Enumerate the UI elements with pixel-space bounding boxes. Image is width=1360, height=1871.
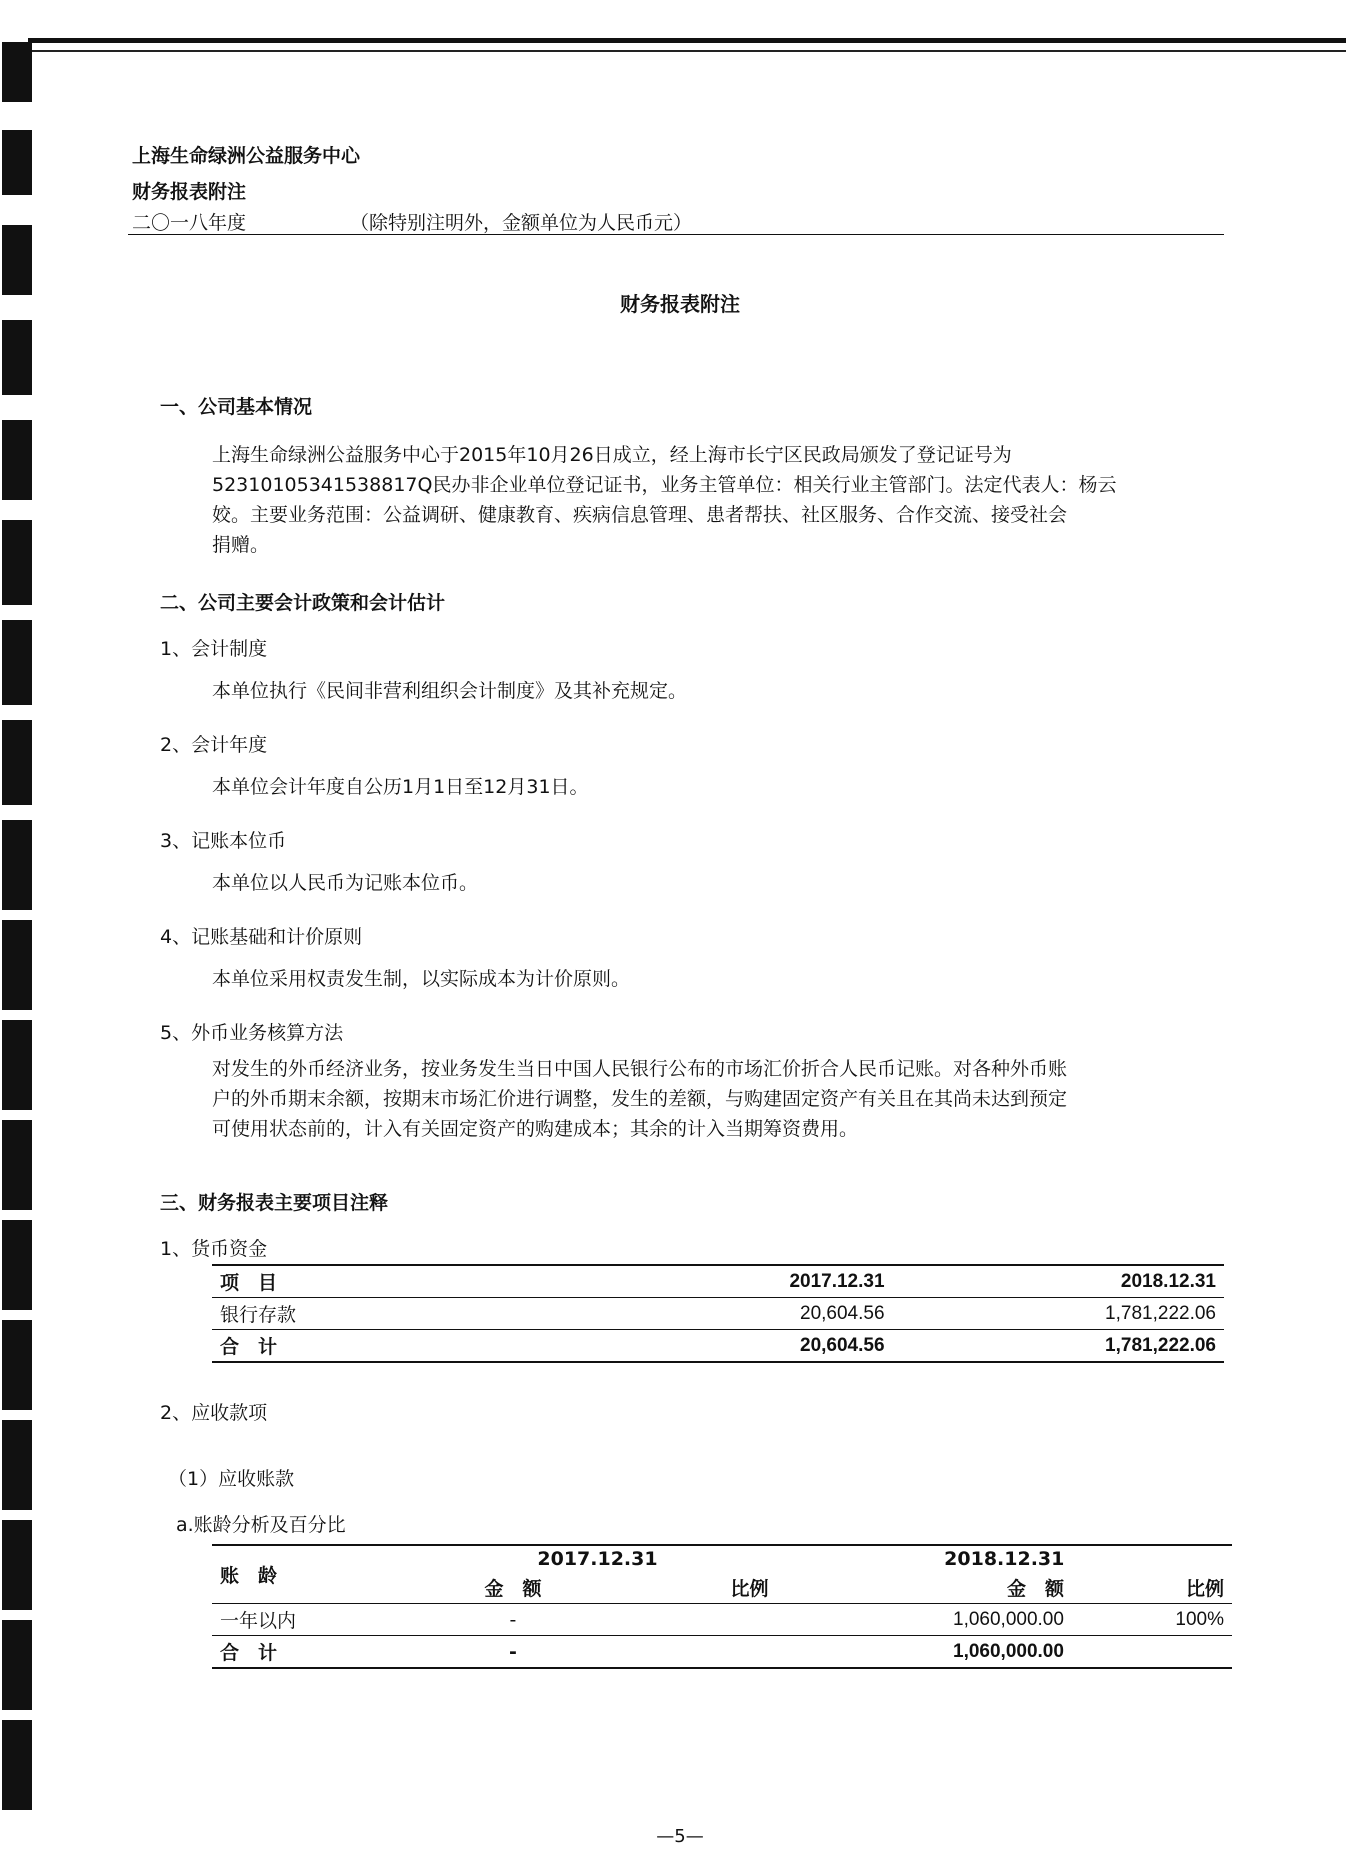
- table-total-row: [212, 1636, 1232, 1669]
- policy-title: 1、会计制度: [160, 638, 268, 660]
- table-cell: -: [509, 1640, 517, 1663]
- fx-line: 对发生的外币经济业务，按业务发生当日中国人民银行公布的市场汇价折合人民币记账。对各种外币账: [212, 1058, 1068, 1080]
- aging-subtitle: a.账龄分析及百分比: [176, 1514, 346, 1536]
- binder-mark: [2, 420, 32, 500]
- fx-line: 户的外币期末余额，按期末市场汇价进行调整，发生的差额，与购建固定资产有关且在其尚未达到预定: [212, 1088, 1068, 1110]
- binder-mark: [2, 1520, 32, 1610]
- fx-line: 可使用状态前的，计入有关固定资产的购建成本；其余的计入当期筹资费用。: [212, 1118, 859, 1140]
- table-cell: 20,604.56: [800, 1302, 885, 1324]
- receivables-subtitle: （1）应收账款: [168, 1468, 295, 1490]
- table-header-cell: 比例: [1185, 1578, 1224, 1600]
- table-header-cell: 项 目: [220, 1272, 278, 1294]
- binder-mark: [2, 130, 32, 195]
- report-year: 二〇一八年度: [132, 212, 247, 234]
- table-row: [212, 1298, 1224, 1330]
- receivables-title: 2、应收款项: [160, 1402, 268, 1424]
- table-cell: [607, 1636, 776, 1669]
- binder-mark: [2, 1220, 32, 1310]
- binder-mark: [2, 42, 32, 102]
- binder-mark: [2, 225, 32, 295]
- policy-text: 本单位采用权责发生制，以实际成本为计价原则。: [212, 968, 631, 990]
- table-cell: 银行存款: [220, 1304, 297, 1326]
- policy-title: 5、外币业务核算方法: [160, 1022, 344, 1044]
- table-total-row: [212, 1330, 1224, 1363]
- table-header-cell: 2017.12.31: [789, 1270, 885, 1292]
- policy-text: 本单位会计年度自公历1月1日至12月31日。: [212, 776, 589, 798]
- binder-mark: [2, 1620, 32, 1710]
- table-header-row: [212, 1265, 1224, 1298]
- table-header-cell: 2018.12.31: [1120, 1270, 1216, 1292]
- binder-mark: [2, 720, 32, 805]
- section-1-line: 姣。主要业务范围：公益调研、健康教育、疾病信息管理、患者帮扶、社区服务、合作交流、接受社会: [212, 504, 1068, 526]
- top-border-thin: [28, 50, 1346, 52]
- section-1-line: 上海生命绿洲公益服务中心于2015年10月26日成立，经上海市长宁区民政局颁发了登记证号为: [212, 444, 1012, 466]
- doc-label: 财务报表附注: [132, 181, 247, 203]
- table-header-cell: 比例: [730, 1578, 769, 1600]
- section-2-heading: 二、公司主要会计政策和会计估计: [160, 592, 446, 614]
- top-border: [28, 38, 1346, 43]
- page-title: 财务报表附注: [620, 292, 740, 316]
- table-cell: 20,604.56: [800, 1334, 885, 1356]
- section-1-line: 捐赠。: [212, 534, 270, 556]
- policy-text-foreign-currency: [212, 1054, 1222, 1144]
- table-cell: 合 计: [220, 1336, 278, 1358]
- binder-mark: [2, 1720, 32, 1810]
- page-number: —5—: [656, 1826, 704, 1847]
- table-header-cell: 账 龄: [220, 1565, 278, 1587]
- table-header-cell: 金 额: [484, 1578, 542, 1600]
- section-1-line: 52310105341538817Q民办非企业单位登记证书，业务主管单位：相关行业主管部门。法定代表人：杨云: [212, 474, 1117, 496]
- table-row: [212, 1604, 1232, 1636]
- policy-title: 2、会计年度: [160, 734, 268, 756]
- policy-title: 3、记账本位币: [160, 830, 287, 852]
- policy-text: 本单位执行《民间非营利组织会计制度》及其补充规定。: [212, 680, 688, 702]
- table-cell: 一年以内: [220, 1610, 297, 1632]
- policy-title: 4、记账基础和计价原则: [160, 926, 363, 948]
- policy-text: 本单位以人民币为记账本位币。: [212, 872, 479, 894]
- table-cell: [607, 1604, 776, 1636]
- aging-table: [212, 1544, 1232, 1669]
- section-1-body: [212, 440, 1222, 560]
- binder-mark: [2, 1120, 32, 1210]
- binder-mark: [2, 620, 32, 705]
- unit-note: （除特别注明外，金额单位为人民币元）: [350, 212, 693, 234]
- header-rule: [128, 234, 1224, 235]
- binder-mark: [2, 520, 32, 605]
- binder-mark: [2, 1320, 32, 1410]
- binder-mark: [2, 920, 32, 1010]
- table-cell: [1072, 1636, 1232, 1669]
- table-cell: 1,781,222.06: [1105, 1334, 1216, 1356]
- table-header-row: [212, 1545, 1232, 1572]
- table-cell: 1,060,000.00: [953, 1640, 1064, 1662]
- section-1-heading: 一、公司基本情况: [160, 396, 313, 418]
- table-cell: 1,060,000.00: [953, 1608, 1064, 1630]
- binder-mark: [2, 820, 32, 910]
- table-cell: 1,781,222.06: [1105, 1302, 1216, 1324]
- table-header-cell: 金 额: [1006, 1578, 1064, 1600]
- binder-mark: [2, 1420, 32, 1510]
- cash-table: [212, 1264, 1224, 1363]
- binder-mark: [2, 1020, 32, 1110]
- cash-title: 1、货币资金: [160, 1238, 268, 1260]
- table-cell: -: [509, 1608, 517, 1631]
- org-name: 上海生命绿洲公益服务中心: [132, 145, 361, 167]
- table-cell: 合 计: [220, 1642, 278, 1664]
- table-header-cell: 2018.12.31: [944, 1548, 1065, 1570]
- binder-mark: [2, 320, 32, 395]
- section-3-heading: 三、财务报表主要项目注释: [160, 1192, 389, 1214]
- table-header-cell: 2017.12.31: [537, 1548, 658, 1570]
- table-cell: 100%: [1175, 1608, 1224, 1630]
